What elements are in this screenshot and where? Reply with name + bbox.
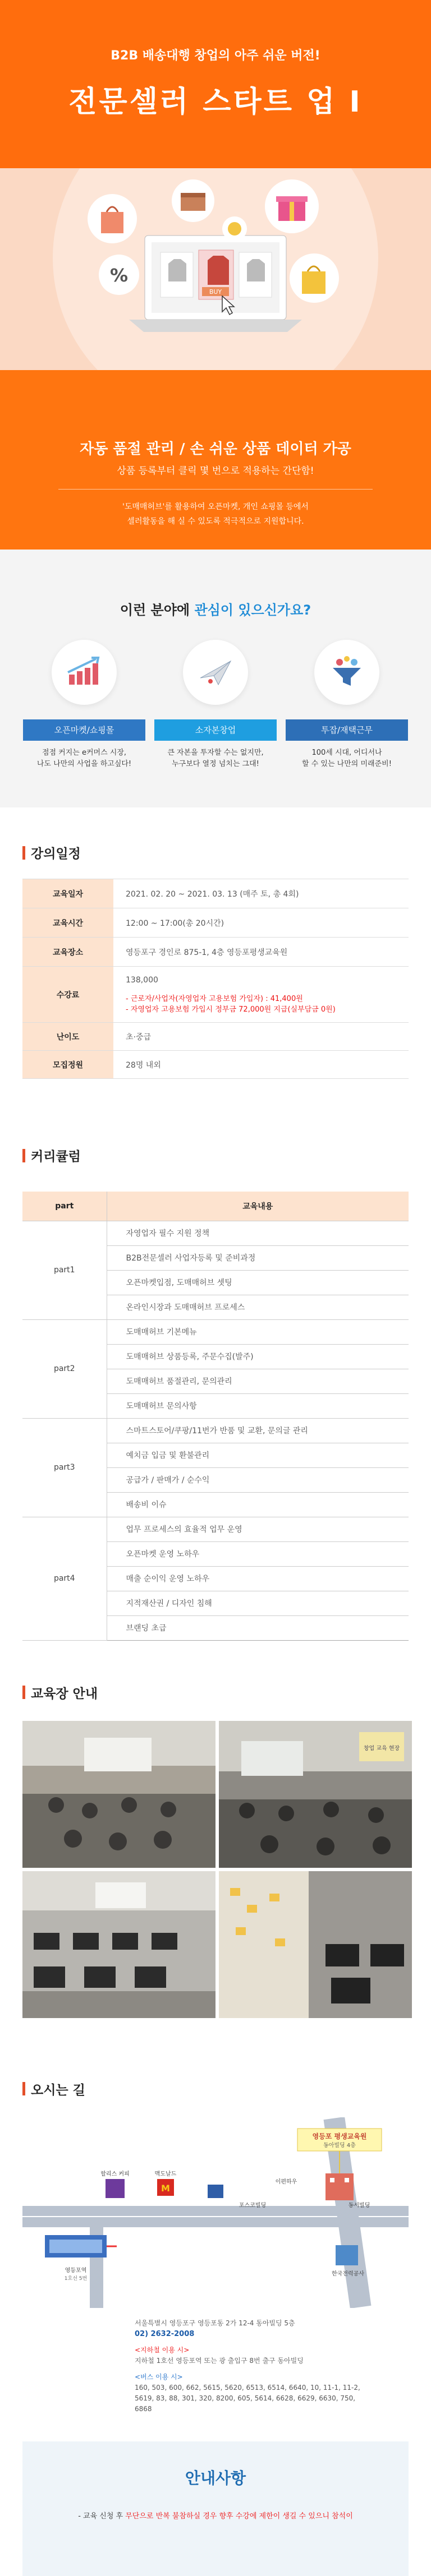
hero-illustration — [0, 168, 431, 370]
interest-card-label: 투잡/재택근무 — [286, 719, 408, 741]
interest-card-label: 오픈마켓/쇼핑몰 — [23, 719, 145, 741]
curriculum-title: 커리큘럼 — [22, 1146, 409, 1165]
curriculum-section — [0, 1079, 431, 1641]
row-value: 12:00 ~ 17:00(총 20시간) — [113, 908, 409, 938]
schedule-title: 강의일정 — [22, 843, 409, 862]
section-marker — [22, 2082, 25, 2095]
row-label: 난이도 — [22, 1023, 113, 1051]
location-map — [22, 2117, 409, 2308]
cinema-label: 동서빌딩 — [348, 2202, 370, 2209]
gallery-grid — [22, 1721, 409, 2018]
address-block — [22, 2318, 409, 2415]
building-icon — [325, 2173, 354, 2200]
hero-feature-sub: 상품 등록부터 클릭 몇 번으로 적용하는 간단함! — [117, 465, 314, 477]
address: 서울특별시 영등포구 영등포동 2가 12-4 동아빌딩 5층 — [135, 2319, 295, 2327]
subway-info: 지하철 1호선 영등포역 또는 광 출입구 8번 출구 동아빌딩 — [135, 2356, 304, 2365]
hero-desc-line: 셀러활동을 해 실 수 있도록 적극적으로 지원합니다. — [127, 517, 304, 526]
table-header — [22, 1192, 409, 1221]
fee-note: - 자영업자 고용보험 가입시 정부금 72,000원 지급(실부담금 0원) — [126, 1005, 336, 1014]
row-value: 2021. 02. 20 ~ 2021. 03. 13 (매주 토, 총 4회) — [113, 879, 409, 908]
svg-text:M: M — [161, 2182, 170, 2194]
school-label: 영등포 평생교육원 — [312, 2132, 367, 2140]
hero-header — [0, 0, 431, 168]
cafe-label: 할리스 커피 — [100, 2171, 130, 2177]
hero-illustration-tag: BUY — [209, 288, 222, 296]
box-icon — [181, 193, 205, 211]
funnel-icon — [314, 640, 379, 705]
hero-banner — [0, 0, 431, 550]
interest-card-desc: 점점 커지는 e커머스 시장, 나도 나만의 사업을 하고싶다! — [36, 749, 132, 768]
section-marker — [22, 1149, 25, 1162]
row-label: 수강료 — [22, 967, 113, 1023]
interest-card-startup — [154, 640, 277, 770]
col-content-header: 교육내용 — [107, 1192, 409, 1221]
hero-title: 전문셀러 스타트 업 Ⅰ — [68, 85, 363, 119]
classroom-photo — [22, 1721, 216, 1868]
curriculum-item: 온라인시장과 도매매허브 프로세스 — [107, 1295, 409, 1319]
phone-number: 02) 2632-2008 — [135, 2329, 195, 2338]
table-row — [22, 1221, 409, 1245]
fee-note: - 근로자/사업자(자영업자 고용보험 가입자) : 41,400원 — [126, 994, 303, 1003]
curriculum-item: 매출 순이익 운영 노하우 — [107, 1566, 409, 1591]
curriculum-item: 도매매허브 기본메뉴 — [107, 1319, 409, 1344]
curriculum-table — [22, 1192, 409, 1641]
mcdonalds-label: 맥도날드 — [154, 2171, 177, 2177]
gallery-section — [0, 1641, 431, 2018]
banner-text: 창업 교육 현장 — [363, 1745, 400, 1752]
interest-card-twojob — [286, 640, 408, 770]
curriculum-item: 스마트스토어/쿠팡/11번가 반품 및 교환, 문의글 관리 — [107, 1418, 409, 1443]
classroom-photo — [219, 1721, 412, 1868]
part-label: part3 — [22, 1418, 107, 1517]
table-row — [22, 1418, 409, 1443]
curriculum-item: B2B전문셀러 사업자등록 및 준비과정 — [107, 1245, 409, 1270]
curriculum-item: 도매매허브 상품등록, 주문수집(발주) — [107, 1344, 409, 1369]
curriculum-item: 오픈마켓 운영 노하우 — [107, 1541, 409, 1566]
schedule-section — [0, 807, 431, 1079]
fee-value: 138,000 — [126, 975, 158, 985]
curriculum-item: 도매매허브 품절관리, 문의관리 — [107, 1369, 409, 1393]
table-row — [22, 1319, 409, 1344]
curriculum-item: 업무 프로세스의 효율적 업무 운영 — [107, 1517, 409, 1541]
hero-subtitle: B2B 배송대행 창업의 아주 쉬운 버전! — [111, 49, 320, 63]
chart-growth-icon — [52, 640, 117, 705]
station-label: 영등포역 — [65, 2267, 87, 2274]
row-value: 영등포구 경인로 875-1, 4층 영등포평생교육원 — [113, 938, 409, 967]
school-floor: 동아빌딩 4층 — [323, 2142, 356, 2149]
hero-feature-headline: 자동 품절 관리 / 손 쉬운 상품 데이터 가공 — [80, 441, 351, 458]
curriculum-item: 배송비 이슈 — [107, 1492, 409, 1517]
hero-description — [0, 370, 431, 550]
location-title: 오시는 길 — [22, 2080, 409, 2098]
bank-icon — [208, 2185, 223, 2198]
curriculum-item: 브랜딩 초급 — [107, 1615, 409, 1640]
interest-card-desc: 100세 시대, 어디서나 할 수 있는 나만의 미래준비! — [302, 749, 392, 768]
col-part-header: part — [22, 1192, 107, 1221]
coin-icon — [228, 222, 241, 236]
interest-card-openmarket — [23, 640, 145, 770]
notice-title: 안내사항 — [185, 2468, 246, 2487]
mcdonalds-icon — [157, 2179, 174, 2196]
table-row — [22, 1051, 409, 1079]
table-row — [22, 1023, 409, 1051]
table-row — [22, 967, 409, 1023]
part-label: part2 — [22, 1319, 107, 1418]
row-label: 교육시간 — [22, 908, 113, 938]
divider — [58, 489, 373, 490]
location-section — [0, 2018, 431, 2576]
schedule-table — [22, 879, 409, 1079]
row-label: 교육장소 — [22, 938, 113, 967]
hero-desc-line: '도매매허브'를 활용하여 오픈마켓, 개인 쇼핑몰 등에서 — [122, 502, 309, 511]
gas-label: 한국전력공사 — [332, 2270, 364, 2277]
interest-section — [0, 550, 431, 807]
subway-label: <지하철 이용 시> — [135, 2346, 190, 2354]
classroom-photo — [219, 1871, 412, 2018]
kepco-icon — [336, 2245, 358, 2265]
station-icon — [45, 2235, 107, 2258]
bus-label: <버스 이용 시> — [135, 2372, 183, 2381]
interest-title: 이런 분야에 관심이 있으신가요? — [120, 602, 311, 618]
curriculum-item: 지적재산권 / 디자인 침해 — [107, 1591, 409, 1615]
section-marker — [22, 846, 25, 860]
curriculum-item: 오픈마켓입점, 도매매허브 셋팅 — [107, 1270, 409, 1295]
row-label: 모집정원 — [22, 1051, 113, 1079]
part-label: part1 — [22, 1221, 107, 1319]
curriculum-item: 도매매허브 문의사항 — [107, 1393, 409, 1418]
notice-text: - 교육 신청 후 무단으로 반복 불참하실 경우 향후 수강에 제한이 생길 수 있으니 참석이 — [78, 2512, 353, 2520]
table-row — [22, 1517, 409, 1541]
row-value: 28명 내외 — [113, 1051, 409, 1079]
interest-cards — [0, 640, 431, 770]
cafe-icon — [106, 2179, 125, 2198]
baby-label: 이편하우 — [275, 2178, 297, 2185]
interest-card-label: 소자본창업 — [154, 719, 277, 741]
table-row — [22, 879, 409, 908]
classroom-photo — [22, 1871, 216, 2018]
paper-plane-icon — [183, 640, 248, 705]
notice-box — [22, 2441, 409, 2576]
bus-info: 160, 503, 600, 662, 5615, 5620, 6513, 6514, 6640, 10, 11-1, 11-2, 5619, 83, 88, 301, 320, 8200, 605, 5614, 6628, 6629, 6630, 750, 6868 — [135, 2383, 360, 2413]
table-row — [22, 938, 409, 967]
gift-icon — [276, 196, 308, 221]
section-marker — [22, 1686, 25, 1699]
curriculum-item: 자영업자 필수 지원 정책 — [107, 1221, 409, 1245]
fee-cell — [113, 967, 409, 1023]
station-exit: 1호선 5번 — [64, 2275, 88, 2282]
curriculum-item: 예치금 입금 및 환불관리 — [107, 1443, 409, 1467]
table-row — [22, 908, 409, 938]
row-value: 초·중급 — [113, 1023, 409, 1051]
pos-label: 포스코빌딩 — [239, 2202, 267, 2209]
curriculum-item: 공급가 / 판매가 / 순수익 — [107, 1467, 409, 1492]
interest-card-desc: 큰 자본을 투자할 수는 없지만, 누구보다 열정 넘치는 그대! — [167, 749, 264, 768]
percent-icon: % — [109, 265, 129, 286]
laptop-icon — [129, 236, 302, 332]
gallery-title: 교육장 안내 — [22, 1683, 409, 1702]
row-label: 교육일자 — [22, 879, 113, 908]
part-label: part4 — [22, 1517, 107, 1640]
